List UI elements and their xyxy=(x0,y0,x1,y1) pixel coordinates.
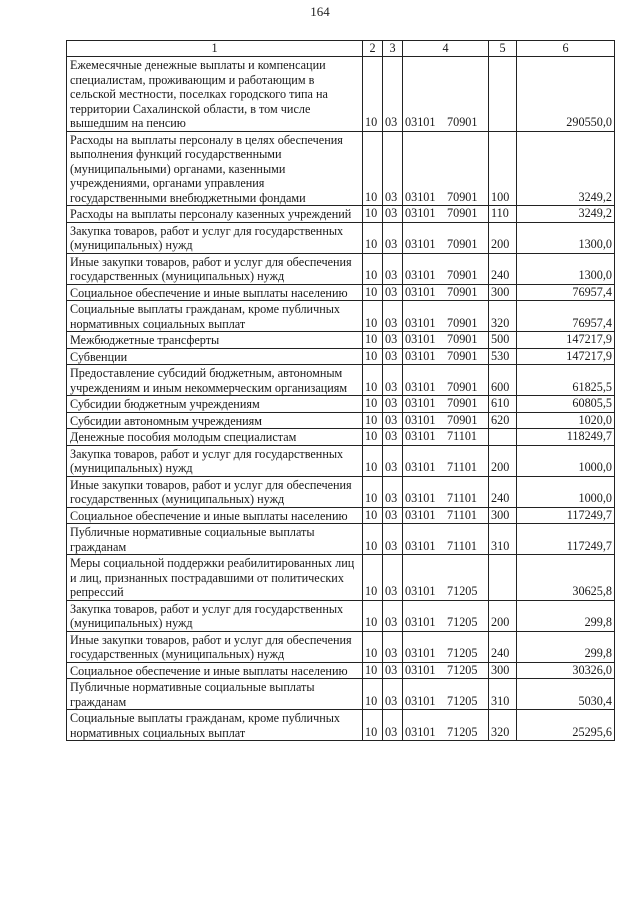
table-row xyxy=(67,301,615,332)
subsection-code: 03 xyxy=(383,348,403,365)
subsection-code: 03 xyxy=(383,284,403,301)
subsection-code: 03 xyxy=(383,131,403,206)
amount-value: 147217,9 xyxy=(517,348,615,365)
program-code: 03101 xyxy=(405,332,436,346)
target-article-code xyxy=(403,710,489,741)
program-code: 03101 xyxy=(405,115,436,129)
row-description: Меры социальной поддержки реабилитированных лиц и лиц, признанных пострадавшими от политических репрессий xyxy=(67,555,363,601)
target-article-code xyxy=(403,524,489,555)
section-code: 10 xyxy=(363,476,383,507)
target-article-code xyxy=(403,445,489,476)
section-code: 10 xyxy=(363,57,383,132)
expense-type-code: 110 xyxy=(489,206,517,223)
direction-code: 70901 xyxy=(447,189,478,204)
row-description: Закупка товаров, работ и услуг для государственных (муниципальных) нужд xyxy=(67,445,363,476)
expense-type-code xyxy=(489,555,517,601)
program-code: 03101 xyxy=(405,646,436,660)
subsection-code: 03 xyxy=(383,662,403,679)
expense-type-code: 100 xyxy=(489,131,517,206)
column-header-5: 5 xyxy=(489,41,517,57)
subsection-code: 03 xyxy=(383,600,403,631)
amount-value: 60805,5 xyxy=(517,396,615,413)
table-row xyxy=(67,631,615,662)
section-code: 10 xyxy=(363,524,383,555)
table-row xyxy=(67,57,615,132)
expense-type-code: 240 xyxy=(489,631,517,662)
program-code: 03101 xyxy=(405,268,436,282)
table-row xyxy=(67,206,615,223)
direction-code: 71101 xyxy=(447,507,478,522)
expense-type-code: 610 xyxy=(489,396,517,413)
amount-value: 118249,7 xyxy=(517,429,615,446)
expense-type-code: 240 xyxy=(489,253,517,284)
row-description: Расходы на выплаты персоналу в целях обеспечения выполнения функций государственными (муниципальными) органами, казенными учреждениями, органами управления государственными внебюджетными фондами xyxy=(67,131,363,206)
section-code: 10 xyxy=(363,412,383,429)
table-row xyxy=(67,222,615,253)
row-description: Публичные нормативные социальные выплаты гражданам xyxy=(67,679,363,710)
program-code: 03101 xyxy=(405,693,436,708)
subsection-code: 03 xyxy=(383,710,403,741)
target-article-code xyxy=(403,631,489,662)
program-code: 03101 xyxy=(405,284,436,299)
direction-code: 71101 xyxy=(447,460,478,474)
section-code: 10 xyxy=(363,206,383,223)
section-code: 10 xyxy=(363,284,383,301)
expense-type-code: 300 xyxy=(489,284,517,301)
subsection-code: 03 xyxy=(383,476,403,507)
target-article-code xyxy=(403,332,489,349)
subsection-code: 03 xyxy=(383,365,403,396)
amount-value: 1300,0 xyxy=(517,222,615,253)
subsection-code: 03 xyxy=(383,206,403,223)
program-code: 03101 xyxy=(405,315,436,330)
table-row xyxy=(67,396,615,413)
program-code: 03101 xyxy=(405,379,436,394)
section-code: 10 xyxy=(363,662,383,679)
row-description: Социальное обеспечение и иные выплаты населению xyxy=(67,284,363,301)
table-row xyxy=(67,348,615,365)
row-description: Предоставление субсидий бюджетным, автономным учреждениям и иным некоммерческим организациям xyxy=(67,365,363,396)
table-row xyxy=(67,445,615,476)
expense-type-code xyxy=(489,57,517,132)
program-code: 03101 xyxy=(405,724,436,739)
table-row xyxy=(67,679,615,710)
section-code: 10 xyxy=(363,301,383,332)
table-row xyxy=(67,365,615,396)
direction-code: 70901 xyxy=(447,206,478,220)
column-header-1: 1 xyxy=(67,41,363,57)
program-code: 03101 xyxy=(405,538,436,553)
subsection-code: 03 xyxy=(383,332,403,349)
section-code: 10 xyxy=(363,555,383,601)
section-code: 10 xyxy=(363,348,383,365)
section-code: 10 xyxy=(363,631,383,662)
section-code: 10 xyxy=(363,131,383,206)
target-article-code xyxy=(403,600,489,631)
target-article-code xyxy=(403,476,489,507)
section-code: 10 xyxy=(363,396,383,413)
amount-value: 147217,9 xyxy=(517,332,615,349)
direction-code: 71101 xyxy=(447,491,478,505)
row-description: Расходы на выплаты персоналу казенных учреждений xyxy=(67,206,363,223)
subsection-code: 03 xyxy=(383,524,403,555)
target-article-code xyxy=(403,301,489,332)
direction-code: 70901 xyxy=(447,268,478,282)
section-code: 10 xyxy=(363,445,383,476)
column-header-3: 3 xyxy=(383,41,403,57)
target-article-code xyxy=(403,131,489,206)
target-article-code xyxy=(403,412,489,429)
row-description: Социальное обеспечение и иные выплаты населению xyxy=(67,662,363,679)
table-row xyxy=(67,524,615,555)
direction-code: 71205 xyxy=(447,584,478,598)
table-header-row xyxy=(67,41,615,57)
row-description: Денежные пособия молодым специалистам xyxy=(67,429,363,446)
section-code: 10 xyxy=(363,222,383,253)
amount-value: 1300,0 xyxy=(517,253,615,284)
section-code: 10 xyxy=(363,710,383,741)
direction-code: 71101 xyxy=(447,429,478,443)
expense-type-code xyxy=(489,429,517,446)
subsection-code: 03 xyxy=(383,507,403,524)
row-description: Публичные нормативные социальные выплаты гражданам xyxy=(67,524,363,555)
subsection-code: 03 xyxy=(383,301,403,332)
direction-code: 70901 xyxy=(447,412,478,427)
row-description: Социальные выплаты гражданам, кроме публичных нормативных социальных выплат xyxy=(67,710,363,741)
amount-value: 61825,5 xyxy=(517,365,615,396)
program-code: 03101 xyxy=(405,429,436,443)
target-article-code xyxy=(403,429,489,446)
amount-value: 5030,4 xyxy=(517,679,615,710)
subsection-code: 03 xyxy=(383,555,403,601)
table-row xyxy=(67,412,615,429)
direction-code: 70901 xyxy=(447,332,478,346)
target-article-code xyxy=(403,662,489,679)
program-code: 03101 xyxy=(405,584,436,598)
direction-code: 70901 xyxy=(447,237,478,251)
section-code: 10 xyxy=(363,600,383,631)
table-row xyxy=(67,507,615,524)
row-description: Межбюджетные трансферты xyxy=(67,332,363,349)
section-code: 10 xyxy=(363,365,383,396)
amount-value: 1000,0 xyxy=(517,445,615,476)
expense-type-code: 300 xyxy=(489,662,517,679)
section-code: 10 xyxy=(363,332,383,349)
expense-type-code: 300 xyxy=(489,507,517,524)
expense-type-code: 310 xyxy=(489,679,517,710)
subsection-code: 03 xyxy=(383,412,403,429)
row-description: Субсидии бюджетным учреждениям xyxy=(67,396,363,413)
target-article-code xyxy=(403,396,489,413)
table-row xyxy=(67,476,615,507)
budget-table xyxy=(66,40,615,741)
target-article-code xyxy=(403,206,489,223)
program-code: 03101 xyxy=(405,412,436,427)
subsection-code: 03 xyxy=(383,57,403,132)
subsection-code: 03 xyxy=(383,445,403,476)
direction-code: 70901 xyxy=(447,379,478,394)
expense-type-code: 320 xyxy=(489,710,517,741)
amount-value: 290550,0 xyxy=(517,57,615,132)
direction-code: 70901 xyxy=(447,315,478,330)
amount-value: 76957,4 xyxy=(517,301,615,332)
section-code: 10 xyxy=(363,429,383,446)
expense-type-code: 320 xyxy=(489,301,517,332)
column-header-4: 4 xyxy=(403,41,489,57)
amount-value: 25295,6 xyxy=(517,710,615,741)
row-description: Субсидии автономным учреждениям xyxy=(67,412,363,429)
expense-type-code: 500 xyxy=(489,332,517,349)
subsection-code: 03 xyxy=(383,679,403,710)
amount-value: 3249,2 xyxy=(517,131,615,206)
target-article-code xyxy=(403,555,489,601)
program-code: 03101 xyxy=(405,396,436,410)
target-article-code xyxy=(403,222,489,253)
target-article-code xyxy=(403,57,489,132)
amount-value: 3249,2 xyxy=(517,206,615,223)
program-code: 03101 xyxy=(405,348,436,363)
row-description: Ежемесячные денежные выплаты и компенсации специалистам, проживающим и работающим в сельской местности, поселках городского типа на территории Сахалинской области, в том числе вышедшим на пенсию xyxy=(67,57,363,132)
direction-code: 71101 xyxy=(447,538,478,553)
amount-value: 76957,4 xyxy=(517,284,615,301)
page-number: 164 xyxy=(310,4,330,19)
section-code: 10 xyxy=(363,679,383,710)
subsection-code: 03 xyxy=(383,631,403,662)
program-code: 03101 xyxy=(405,615,436,629)
target-article-code xyxy=(403,507,489,524)
row-description: Иные закупки товаров, работ и услуг для обеспечения государственных (муниципальных) нужд xyxy=(67,631,363,662)
table-row xyxy=(67,284,615,301)
subsection-code: 03 xyxy=(383,253,403,284)
direction-code: 71205 xyxy=(447,724,478,739)
table-row xyxy=(67,429,615,446)
expense-type-code: 200 xyxy=(489,445,517,476)
amount-value: 1020,0 xyxy=(517,412,615,429)
target-article-code xyxy=(403,284,489,301)
amount-value: 117249,7 xyxy=(517,524,615,555)
table-body xyxy=(67,57,615,741)
section-code: 10 xyxy=(363,253,383,284)
amount-value: 299,8 xyxy=(517,631,615,662)
amount-value: 117249,7 xyxy=(517,507,615,524)
direction-code: 70901 xyxy=(447,396,478,410)
subsection-code: 03 xyxy=(383,396,403,413)
table-row xyxy=(67,662,615,679)
direction-code: 71205 xyxy=(447,646,478,660)
direction-code: 70901 xyxy=(447,284,478,299)
expense-type-code: 530 xyxy=(489,348,517,365)
table-row xyxy=(67,332,615,349)
program-code: 03101 xyxy=(405,189,436,204)
column-header-2: 2 xyxy=(363,41,383,57)
direction-code: 71205 xyxy=(447,693,478,708)
table-row xyxy=(67,253,615,284)
target-article-code xyxy=(403,679,489,710)
subsection-code: 03 xyxy=(383,429,403,446)
program-code: 03101 xyxy=(405,237,436,251)
program-code: 03101 xyxy=(405,507,436,522)
table-row xyxy=(67,600,615,631)
expense-type-code: 200 xyxy=(489,600,517,631)
target-article-code xyxy=(403,253,489,284)
subsection-code: 03 xyxy=(383,222,403,253)
section-code: 10 xyxy=(363,507,383,524)
column-header-6: 6 xyxy=(517,41,615,57)
direction-code: 70901 xyxy=(447,348,478,363)
row-description: Закупка товаров, работ и услуг для государственных (муниципальных) нужд xyxy=(67,222,363,253)
row-description: Социальное обеспечение и иные выплаты населению xyxy=(67,507,363,524)
table-row xyxy=(67,710,615,741)
row-description: Социальные выплаты гражданам, кроме публичных нормативных социальных выплат xyxy=(67,301,363,332)
amount-value: 30326,0 xyxy=(517,662,615,679)
program-code: 03101 xyxy=(405,460,436,474)
direction-code: 71205 xyxy=(447,615,478,629)
expense-type-code: 240 xyxy=(489,476,517,507)
direction-code: 71205 xyxy=(447,662,478,677)
table-row xyxy=(67,555,615,601)
row-description: Иные закупки товаров, работ и услуг для обеспечения государственных (муниципальных) нужд xyxy=(67,253,363,284)
target-article-code xyxy=(403,365,489,396)
expense-type-code: 600 xyxy=(489,365,517,396)
expense-type-code: 200 xyxy=(489,222,517,253)
program-code: 03101 xyxy=(405,662,436,677)
program-code: 03101 xyxy=(405,206,436,220)
expense-type-code: 620 xyxy=(489,412,517,429)
table-row xyxy=(67,131,615,206)
row-description: Иные закупки товаров, работ и услуг для обеспечения государственных (муниципальных) нужд xyxy=(67,476,363,507)
target-article-code xyxy=(403,348,489,365)
budget-table-container xyxy=(66,40,614,741)
amount-value: 299,8 xyxy=(517,600,615,631)
direction-code: 70901 xyxy=(447,115,478,129)
row-description: Закупка товаров, работ и услуг для государственных (муниципальных) нужд xyxy=(67,600,363,631)
row-description: Субвенции xyxy=(67,348,363,365)
expense-type-code: 310 xyxy=(489,524,517,555)
program-code: 03101 xyxy=(405,491,436,505)
amount-value: 1000,0 xyxy=(517,476,615,507)
amount-value: 30625,8 xyxy=(517,555,615,601)
